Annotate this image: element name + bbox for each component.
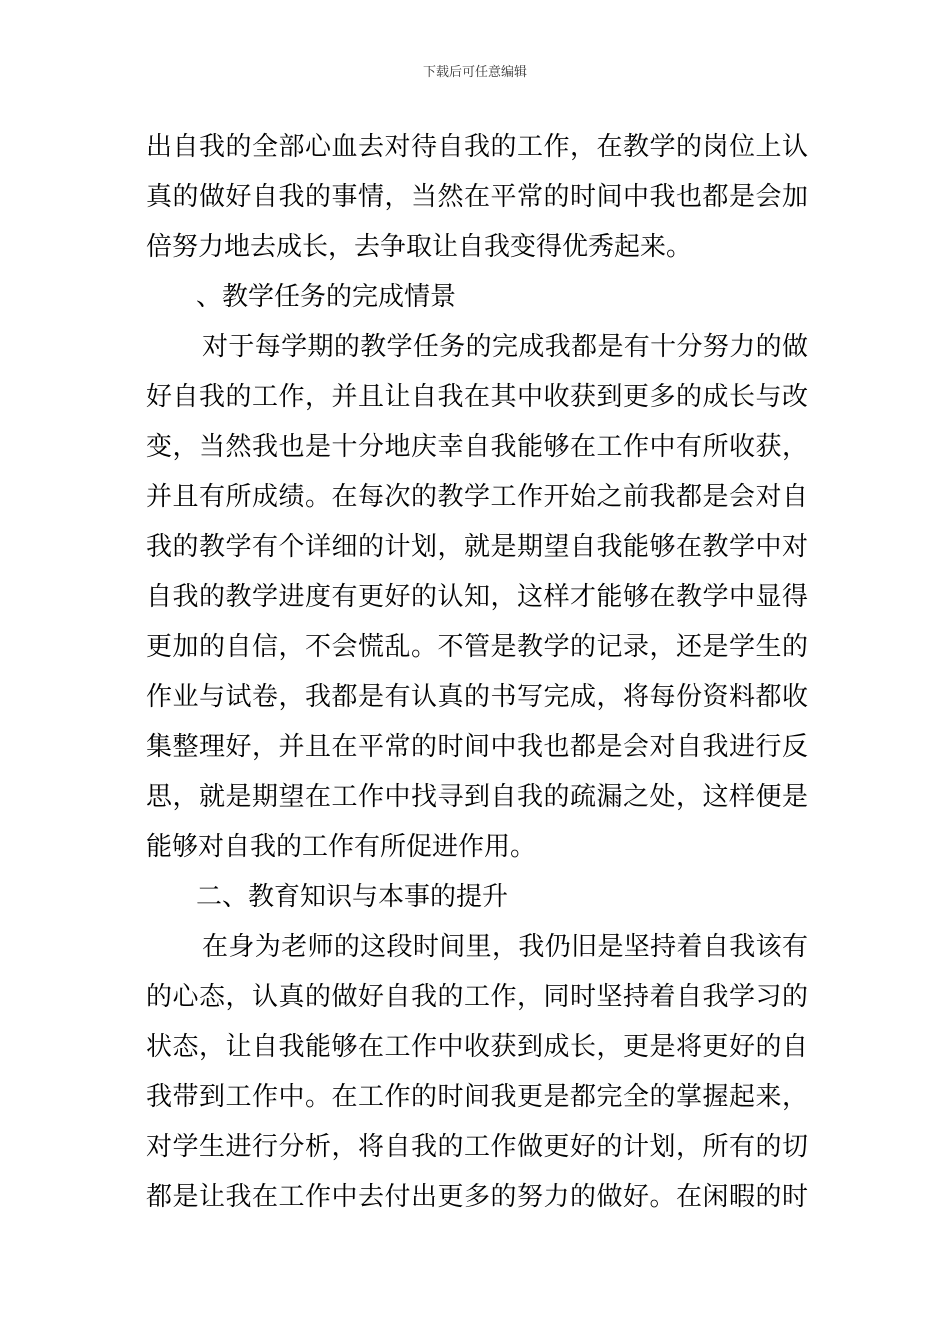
paragraph-line: 在身为老师的这段时间里，我仍旧是坚持着自我该有 [202,932,808,962]
paragraph-line: 出自我的全部心血去对待自我的工作，在教学的岗位上认 [146,132,808,162]
document-body [146,122,808,1222]
paragraph-line: 集整理好，并且在平常的时间中我也都是会对自我进行反 [146,732,808,762]
paragraph-line: 更加的自信，不会慌乱。不管是教学的记录，还是学生的 [146,632,808,662]
paragraph-line: 我的教学有个详细的计划，就是期望自我能够在教学中对 [146,532,808,562]
paragraph-line: 的心态，认真的做好自我的工作，同时坚持着自我学习的 [146,982,808,1012]
section-heading: 二、教育知识与本事的提升 [196,882,509,912]
paragraph-line: 对学生进行分析，将自我的工作做更好的计划，所有的切 [146,1132,808,1162]
paragraph-line: 能够对自我的工作有所促进作用。 [146,832,537,862]
paragraph-line: 变，当然我也是十分地庆幸自我能够在工作中有所收获， [146,432,808,462]
paragraph-line: 都是让我在工作中去付出更多的努力的做好。在闲暇的时 [146,1182,808,1212]
paragraph-line: 并且有所成绩。在每次的教学工作开始之前我都是会对自 [146,482,808,512]
paragraph-line: 好自我的工作，并且让自我在其中收获到更多的成长与改 [146,382,808,412]
section-heading: 、教学任务的完成情景 [196,282,457,312]
paragraph-line: 倍努力地去成长，去争取让自我变得优秀起来。 [146,232,693,262]
paragraph-line: 状态，让自我能够在工作中收获到成长，更是将更好的自 [146,1032,808,1062]
paragraph-line: 对于每学期的教学任务的完成我都是有十分努力的做 [202,332,808,362]
paragraph-line: 真的做好自我的事情，当然在平常的时间中我也都是会加 [146,182,808,212]
page-header: 下载后可任意编辑 [422,65,527,80]
paragraph-line: 我带到工作中。在工作的时间我更是都完全的掌握起来， [146,1082,808,1112]
paragraph-line: 自我的教学进度有更好的认知，这样才能够在教学中显得 [146,582,808,612]
paragraph-line: 作业与试卷，我都是有认真的书写完成，将每份资料都收 [146,682,808,712]
paragraph-line: 思，就是期望在工作中找寻到自我的疏漏之处，这样便是 [146,782,808,812]
